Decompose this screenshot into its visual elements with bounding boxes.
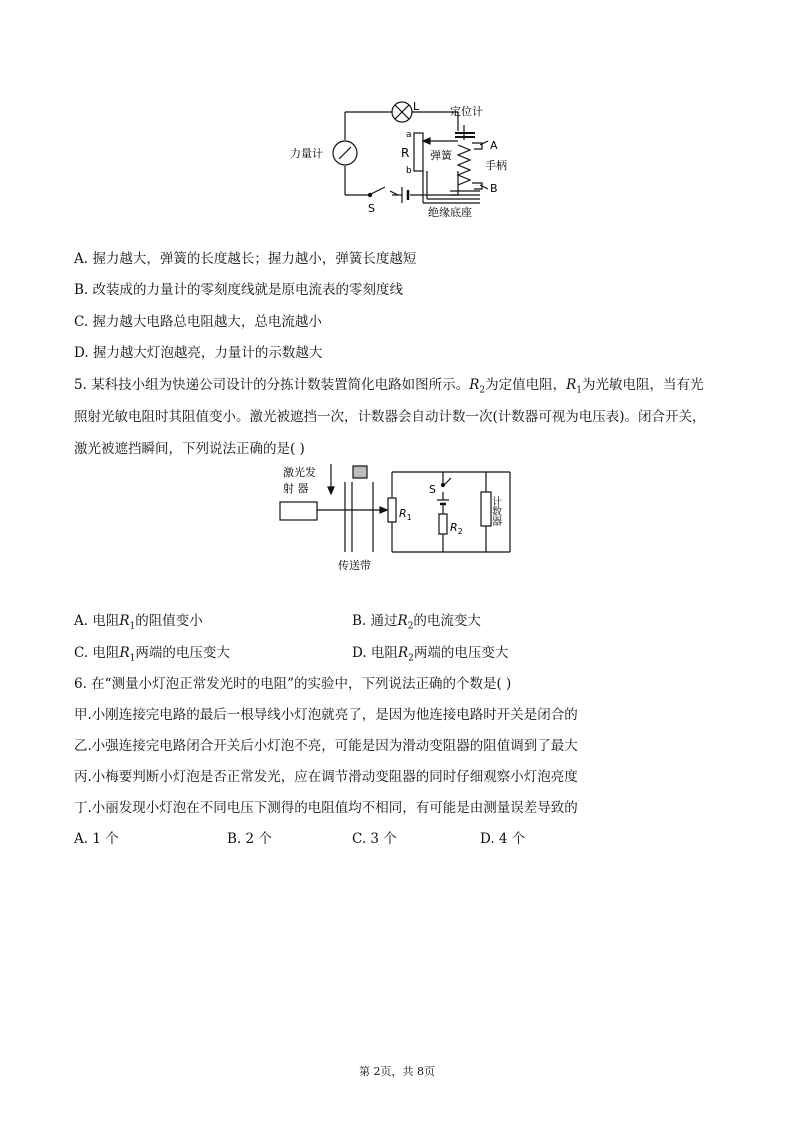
q6-option-d: D. 4 个: [480, 831, 526, 847]
switch-label: S: [368, 202, 375, 215]
q6-option-b: B. 2 个: [227, 831, 272, 847]
laser-emitter-label-1: 激光发: [283, 466, 316, 479]
spring-label: 弹簧: [430, 149, 452, 162]
force-meter-label: 力量计: [290, 147, 323, 160]
q4-option-a: A. 握力越大，弹簧的长度越长；握力越小，弹簧长度越短: [74, 251, 417, 267]
q6-statement-yi: 乙.小强连接完电路闭合开关后小灯泡不亮，可能是因为滑动变阻器的阻值调到了最大: [74, 738, 578, 754]
r1-label: $R_1$: [399, 507, 412, 522]
laser-emitter-label-2: 射 器: [283, 482, 309, 495]
base-label: 绝缘底座: [428, 206, 472, 219]
q6-statement-jia: 甲.小刚连接完电路的最后一根导线小灯泡就亮了，是因为他连接电路时开关是闭合的: [74, 707, 578, 723]
q6-option-c: C. 3 个: [352, 831, 397, 847]
q6-statement-ding: 丁.小丽发现小灯泡在不同电压下测得的电阻值均不相同，有可能是由测量误差导致的: [74, 800, 578, 816]
q5-option-c: C. 电阻$R_1$两端的电压变大: [74, 645, 230, 664]
lamp-label: L: [413, 100, 420, 113]
q6-stem: 6. 在“测量小灯泡正常发光时的电阻”的实验中，下列说法正确的个数是( ): [74, 676, 512, 692]
q5-number: 5.: [74, 377, 87, 393]
switch-s-label: S: [429, 483, 436, 496]
figure-sorting-counter-circuit: [275, 462, 525, 580]
q5-option-d: D. 电阻$R_2$两端的电压变大: [352, 645, 509, 664]
q5-stem-line1: 5. 某科技小组为快递公司设计的分拣计数装置简化电路如图所示。$R_2$为定值电阻，$R_1$为光敏电阻，当有光: [74, 377, 704, 396]
terminal-b-label: B: [490, 182, 498, 195]
q6-statement-bing: 丙.小梅要判断小灯泡是否正常发光，应在调节滑动变阻器的同时仔细观察小灯泡亮度: [74, 769, 578, 785]
figure-grip-force-circuit: [280, 95, 520, 225]
q5-option-a: A. 电阻$R_1$的阻值变小: [74, 613, 203, 632]
q5-option-b: B. 通过$R_2$的电流变大: [352, 613, 481, 632]
counter-label: 计数器: [489, 496, 501, 526]
resistor-label: R: [401, 146, 410, 160]
point-a-label: a: [406, 130, 412, 140]
q4-option-b: B. 改装成的力量计的零刻度线就是原电流表的零刻度线: [74, 282, 404, 298]
r2-label: $R_2$: [450, 521, 463, 536]
belt-label: 传送带: [338, 559, 371, 572]
q4-option-c: C. 握力越大电路总电阻越大，总电流越小: [74, 314, 322, 330]
q4-option-d: D. 握力越大灯泡越亮，力量计的示数越大: [74, 345, 323, 361]
handle-label: 手柄: [485, 159, 507, 172]
locator-label: 定位计: [450, 105, 483, 118]
point-b-label: b: [406, 166, 412, 176]
page-footer: 第 2页，共 8页: [359, 1065, 435, 1078]
q5-stem-line2: 照射光敏电阻时其阻值变小。激光被遮挡一次，计数器会自动计数一次(计数器可视为电压表)。闭合开关，: [74, 409, 706, 425]
terminal-a-label: A: [490, 139, 498, 152]
q6-option-a: A. 1 个: [74, 831, 119, 847]
q5-stem-line3: 激光被遮挡瞬间，下列说法正确的是( ): [74, 441, 305, 457]
